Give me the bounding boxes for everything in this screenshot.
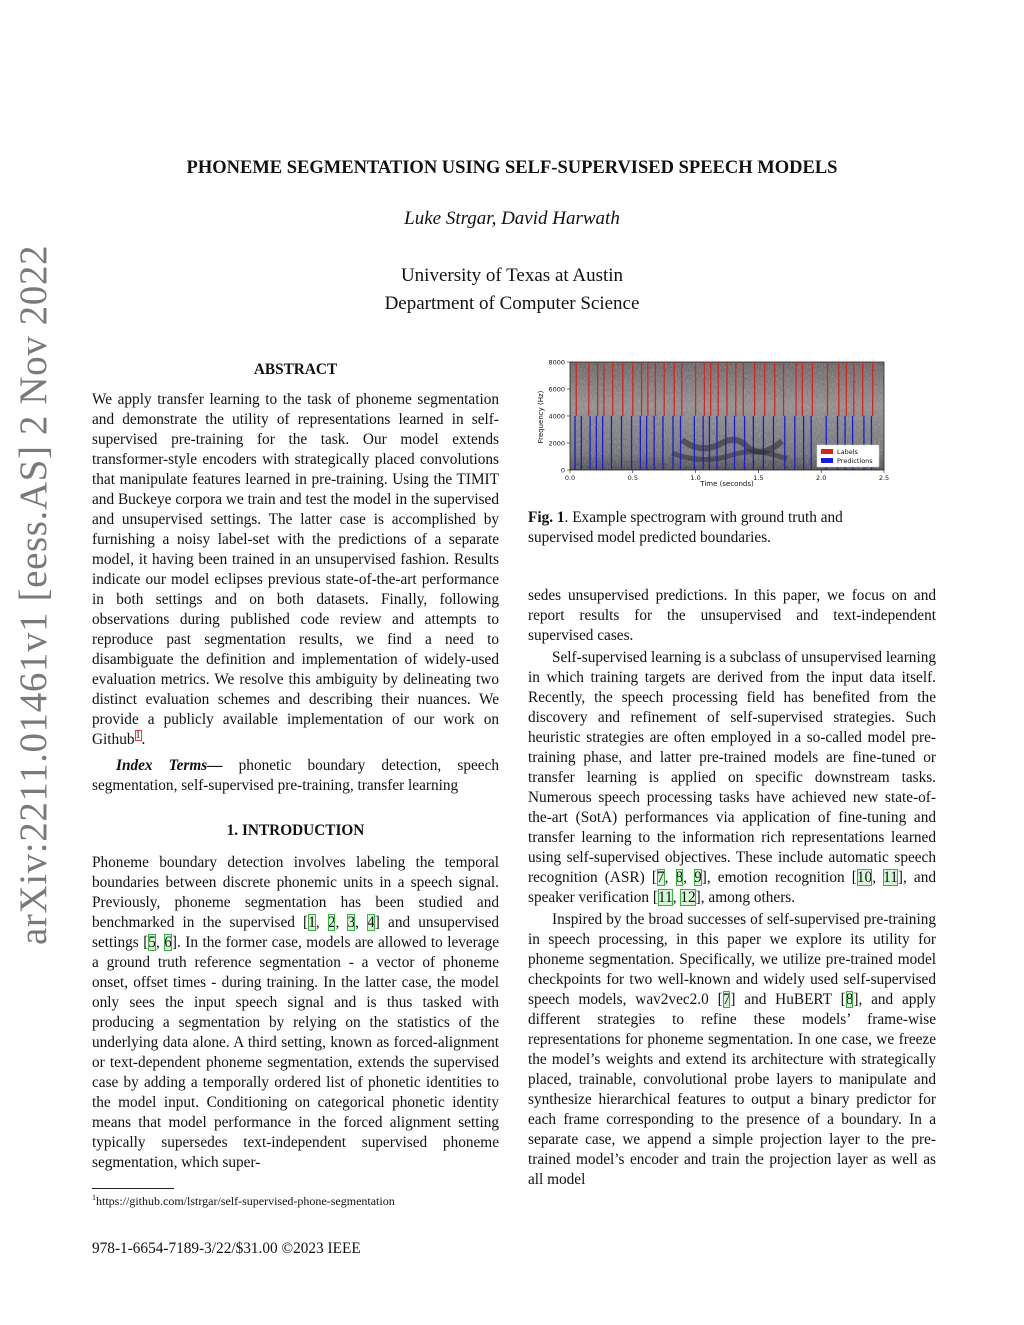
citation-link[interactable]: 4 — [367, 914, 375, 931]
citation-link[interactable]: 8 — [675, 869, 684, 886]
right-column — [528, 586, 936, 1190]
left-column — [92, 360, 499, 1173]
y-tick-label: 8000 — [548, 358, 565, 367]
x-tick-label: 1.0 — [690, 474, 701, 482]
citation-link[interactable]: 11 — [883, 869, 898, 886]
citation-link[interactable]: 7 — [722, 991, 731, 1008]
citation-link[interactable]: 9 — [694, 869, 702, 886]
chart-legend — [817, 445, 879, 467]
arxiv-identifier: arXiv:2211.01461v1 [eess.AS] 2 Nov 2022 — [12, 244, 55, 945]
abstract-heading: ABSTRACT — [253, 361, 338, 378]
y-tick-label: 6000 — [548, 385, 565, 394]
affiliation — [60, 262, 964, 318]
right-paragraph-continuation: sedes unsupervised predictions. In this paper, we focus on and report results for the unsupervised and text-independent supervised cases. — [528, 587, 936, 644]
citation-link[interactable]: 12 — [680, 889, 696, 906]
y-axis-label: Frequency (Hz) — [537, 390, 545, 444]
citation-link[interactable]: 5 — [148, 934, 156, 951]
figure-caption-text: . Example spectrogram with ground truth and supervised model predicted boundaries. — [528, 509, 843, 546]
legend-item-labels: Labels — [837, 448, 858, 456]
y-tick-label: 4000 — [548, 412, 565, 421]
citation-link[interactable]: 1 — [308, 914, 316, 931]
footnote: $^1$https://github.com/lstrgar/self-supervised-phone-segmentation — [92, 1193, 395, 1208]
figure-caption — [528, 508, 903, 548]
y-tick-label: 2000 — [548, 439, 565, 448]
x-tick-label: 0.5 — [627, 474, 638, 482]
legend-swatch-labels — [821, 449, 833, 454]
x-tick-label: 0.0 — [564, 474, 576, 482]
citation-link[interactable]: 11 — [657, 889, 673, 906]
citation-link[interactable]: 3 — [347, 914, 356, 931]
footnote-url[interactable]: https://github.com/lstrgar/self-supervised-phone-segmentation — [96, 1194, 395, 1208]
index-terms-label: Index Terms— — [116, 757, 223, 774]
y-axis-ticks — [548, 359, 570, 475]
right-paragraph-inspired: Inspired by the broad successes of self-supervised pre-training in speech processing, in this paper we explore its utility for phoneme segmentation. Specifically, we utilize pre-trained model checkpoints for two well-known and widely used self-supervised speech models, wav2vec2.0 [7] and HuBERT [8], and apply different strategies to refine these models’ frame-wise representations for phoneme segmentation. In one case, we freeze the model’s weights and extend its architecture with strategically placed, trainable, convolutional probe layers to manipulate and synthesize hierarchical features to output a binary predictor for each frame corresponding to the presence of a boundary. In a separate case, we append a simple projection layer to the pre-trained model’s encoder and train the projection layer as well as all model — [528, 911, 937, 1188]
citation-link[interactable]: 10 — [856, 869, 873, 886]
legend-swatch-predictions — [821, 458, 833, 463]
x-tick-label: 2.5 — [878, 474, 890, 482]
x-tick-label: 2.0 — [816, 474, 827, 482]
citation-link[interactable]: 7 — [656, 869, 665, 886]
footnote-divider — [92, 1188, 174, 1189]
introduction-heading: 1. INTRODUCTION — [226, 822, 365, 839]
introduction-paragraph: Phoneme boundary detection involves labeling the temporal boundaries between discrete phonemic units in a speech signal. Previously, phoneme segmentation has been studied and benchmarked in the supervised [1, 2, 3, 4] and unsupervised settings [5, 6]. In the former case, models are allowed to leverage a ground truth reference segmentation - a vector of phoneme onset, offset times - during training. In the latter case, the model only sees the input speech signal and is thus tasked with producing a segmentation by relying on the statistics of the underlying data alone. A third setting, known as forced-alignment or text-dependent phoneme segmentation, extends the supervised case by adding a temporally ordered list of phonetic identities to the model input. Conditioning on categorical phonetic identity means that model performance in the forced alignment setting typically supersedes text-independent supervised phoneme segmentation, which super- — [92, 854, 500, 1171]
x-axis-label: Time (seconds) — [700, 480, 754, 488]
affiliation-department: Department of Computer Science — [384, 293, 640, 314]
citation-link[interactable]: 8 — [845, 991, 854, 1008]
footnote-link[interactable]: 1 — [135, 729, 141, 741]
affiliation-university: University of Texas at Austin — [400, 265, 624, 286]
citation-link[interactable]: 6 — [164, 934, 172, 951]
index-terms — [92, 756, 499, 796]
legend-item-predictions: Predictions — [837, 457, 873, 465]
citation-link[interactable]: 2 — [327, 914, 336, 931]
figure-label: Fig. 1 — [528, 509, 565, 526]
abstract-text: We apply transfer learning to the task of phoneme segmentation and demonstrate the utility of representations learned in self-supervised pre-training for the task. Our model extends transformer-style encoders with strategically placed convolutions that manipulate features learned in pre-training. Using the TIMIT and Buckeye corpora we train and test the model in the supervised and unsupervised settings. The latter case is accomplished by furnishing a noisy label-set with the predictions of a separate model, it having been trained in an unsupervised fashion. Results indicate our model eclipses previous state-of-the-art performance in both settings and on both datasets. Finally, following observations during published code review and attempts to reproduce past segmentation results, we find a need to disambiguate the definition and implementation of widely-used evaluation metrics. We resolve this ambiguity by delineating two distinct evaluation schemes and describing their nuances. We provide a publicly available implementation of our work on Github$^1$. — [92, 391, 499, 748]
y-tick-label: 0 — [560, 466, 565, 475]
spectrogram-figure — [532, 355, 892, 490]
abstract-body: We apply transfer learning to the task of phoneme segmentation and demonstrate the utility of representations learned in self-supervised pre-training for the task. Our model extends transformer-style encoders with strategically placed convolutions that manipulate features learned in pre-training. Using the TIMIT and Buckeye corpora we train and test the model in the supervised and unsupervised settings. The latter case is accomplished by furnishing a noisy label-set with the predictions of a separate model, it having been trained in an unsupervised fashion. Results indicate our model eclipses previous state-of-the-art performance in both settings and on both datasets. Finally, following observations during published code review and attempts to reproduce past segmentation results, we find a need to disambiguate the definition and implementation of widely-used evaluation metrics. We resolve this ambiguity by delineating two distinct evaluation schemes and describing their nuances. We provide a publicly available implementation of our work on Github — [92, 391, 499, 748]
copyright-notice: 978-1-6654-7189-3/22/$31.00 ©2023 IEEE — [92, 1240, 361, 1257]
index-terms-text: phonetic boundary detection, speech segmentation, self-supervised pre-training, transfer learning — [92, 757, 500, 794]
x-tick-label: 1.5 — [753, 474, 764, 482]
paper-title: PHONEME SEGMENTATION USING SELF-SUPERVISED SPEECH MODELS — [186, 158, 838, 178]
paper-authors: Luke Strgar, David Harwath — [404, 208, 620, 229]
right-paragraph-ssl: Self-supervised learning is a subclass of unsupervised learning in which training targets are derived from the input data itself. Recently, the speech processing field has benefited from the discovery and refinement of self-supervised strategies. Such heuristic strategies are often employed in a so-called model pre-training phase, and latter pre-trained models are fine-tuned or transfer learning is applied on specific downstream tasks. Numerous speech processing tasks have achieved new state-of-the-art (SotA) performances via application of fine-tuning and transfer learning to the information rich representations learned using self-supervised objectives. These include automatic speech recognition (ASR) [7, 8, 9], emotion recognition [10, 11], and speaker verification [11, 12], among others. — [528, 649, 936, 906]
